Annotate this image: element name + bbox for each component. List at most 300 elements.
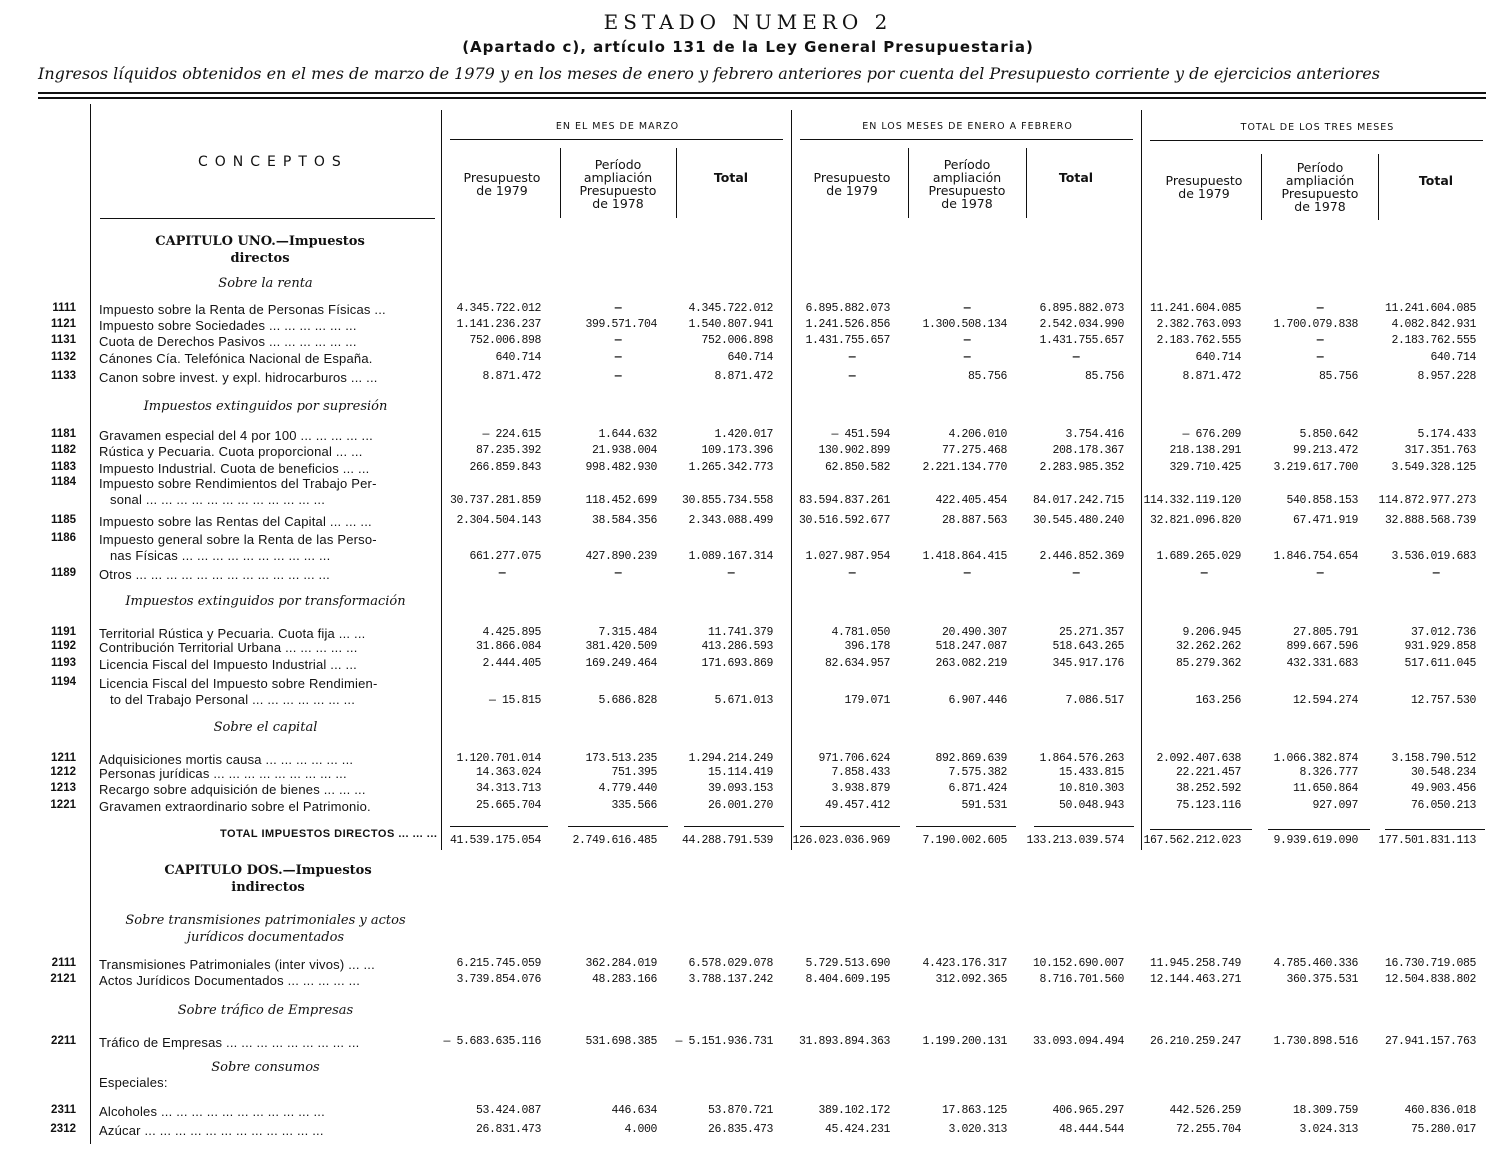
- cell-value: 11.241.604.085: [1149, 302, 1241, 315]
- cell-value: 49.903.456: [1410, 782, 1476, 795]
- cell-value: —: [1200, 567, 1208, 580]
- group-header-enero-febrero: EN LOS MESES DE ENERO A FEBRERO: [862, 121, 1073, 132]
- cell-value: 15.433.815: [1058, 766, 1124, 779]
- row-label: Rústica y Pecuaria. Cuota proporcional ... ...: [99, 444, 363, 459]
- total-rule: [1150, 829, 1252, 830]
- cell-value: 752.006.898: [701, 334, 773, 347]
- cell-value: 927.097: [1312, 799, 1358, 812]
- row-code: 1132: [51, 351, 76, 363]
- cell-value: 751.395: [611, 766, 657, 779]
- section-trafico: Sobre tráfico de Empresas: [177, 1003, 354, 1018]
- group-underline-1: [450, 139, 783, 140]
- cell-value: 3.536.019.683: [1391, 550, 1476, 563]
- cell-value: 32.262.262: [1175, 640, 1241, 653]
- cell-value: 427.890.239: [585, 550, 657, 563]
- cell-value: —: [1072, 351, 1080, 364]
- cell-value: — 224.615: [482, 428, 541, 441]
- cell-value: —: [848, 351, 856, 364]
- cell-value: 1.864.576.263: [1039, 752, 1124, 765]
- cell-value: —: [614, 302, 622, 315]
- cell-value: 7.315.484: [598, 626, 657, 639]
- cell-value: 38.584.356: [591, 514, 657, 527]
- cell-value: 163.256: [1195, 694, 1241, 707]
- cell-value: 432.331.683: [1286, 657, 1358, 670]
- subsection-especiales: Especiales:: [99, 1075, 168, 1090]
- cell-value: —: [1072, 567, 1080, 580]
- cell-value: —: [1316, 334, 1324, 347]
- cell-value: 44.288.791.539: [681, 834, 773, 847]
- cell-value: 4.206.010: [948, 428, 1007, 441]
- cell-value: 413.286.593: [701, 640, 773, 653]
- cell-value: 1.120.701.014: [456, 752, 541, 765]
- cell-value: 82.634.957: [824, 657, 890, 670]
- cell-value: 114.872.977.273: [1378, 494, 1476, 507]
- cell-value: 517.611.045: [1404, 657, 1476, 670]
- cell-value: 41.539.175.054: [449, 834, 541, 847]
- cell-value: — 5.683.635.116: [443, 1035, 541, 1048]
- row-code: 1192: [51, 640, 76, 652]
- row-label: Impuesto sobre la Renta de Personas Físicas ...: [99, 302, 386, 317]
- row-label-continuation: to del Trabajo Personal ... ... ... ... ... ... ...: [110, 692, 356, 707]
- cell-value: 9.939.619.090: [1273, 834, 1358, 847]
- section-capital: Sobre el capital: [213, 720, 318, 735]
- cell-value: 2.092.407.638: [1156, 752, 1241, 765]
- row-code: 1131: [51, 334, 76, 346]
- cell-value: —: [1316, 302, 1324, 315]
- cell-value: 2.183.762.555: [1156, 334, 1241, 347]
- cell-value: 11.945.258.749: [1149, 957, 1241, 970]
- cell-value: 752.006.898: [469, 334, 541, 347]
- cell-value: 208.178.367: [1052, 444, 1124, 457]
- total-rule: [568, 826, 668, 827]
- cell-value: 17.863.125: [941, 1104, 1007, 1117]
- cell-value: 25.271.357: [1058, 626, 1124, 639]
- subcol-divider: [1378, 154, 1379, 220]
- cell-value: 77.275.468: [941, 444, 1007, 457]
- group-header-tres-meses: TOTAL DE LOS TRES MESES: [1240, 122, 1395, 133]
- cell-value: —: [963, 302, 971, 315]
- group-header-marzo: EN EL MES DE MARZO: [555, 121, 680, 132]
- cell-value: 312.092.365: [935, 973, 1007, 986]
- cell-value: —: [1316, 567, 1324, 580]
- row-label-continuation: nas Físicas ... ... ... ... ... ... ... ... ... ...: [110, 548, 331, 563]
- cell-value: 931.929.858: [1404, 640, 1476, 653]
- cell-value: 329.710.425: [1169, 461, 1241, 474]
- cell-value: 1.294.214.249: [688, 752, 773, 765]
- row-code: 1185: [51, 514, 76, 526]
- column-header-ampliacion-1978: Período ampliación Presupuesto de 1978: [579, 157, 657, 211]
- cell-value: 12.504.838.802: [1384, 973, 1476, 986]
- cell-value: 362.284.019: [585, 957, 657, 970]
- row-code: 1181: [51, 428, 76, 440]
- cell-value: —: [963, 351, 971, 364]
- column-header-total: Total: [713, 170, 749, 185]
- cell-value: —: [614, 334, 622, 347]
- subcol-divider: [560, 148, 561, 218]
- cell-value: 1.141.236.237: [456, 318, 541, 331]
- cell-value: 26.831.473: [475, 1123, 541, 1136]
- cell-value: 37.012.736: [1410, 626, 1476, 639]
- cell-value: 8.404.609.195: [805, 973, 890, 986]
- cell-value: 4.000: [624, 1123, 657, 1136]
- cell-value: 11.741.379: [707, 626, 773, 639]
- cell-value: 48.283.166: [591, 973, 657, 986]
- page-subtitle: (Apartado c), artículo 131 de la Ley General Presupuestaria): [462, 38, 1034, 56]
- row-label: Impuesto sobre Sociedades ... ... ... ... ... ...: [99, 318, 357, 333]
- cell-value: 5.686.828: [598, 694, 657, 707]
- row-code: 1182: [51, 444, 76, 456]
- cell-value: 1.089.167.314: [688, 550, 773, 563]
- page-title: ESTADO NUMERO 2: [603, 10, 893, 34]
- cell-value: 8.871.472: [1182, 370, 1241, 383]
- section-renta: Sobre la renta: [218, 276, 313, 291]
- cell-value: 3.219.617.700: [1273, 461, 1358, 474]
- section-supresion: Impuestos extinguidos por supresión: [143, 399, 388, 414]
- row-code: 1111: [52, 302, 76, 314]
- cell-value: 899.667.596: [1286, 640, 1358, 653]
- cell-value: — 15.815: [488, 694, 541, 707]
- row-code: 1183: [51, 461, 76, 473]
- row-label: Otros ... ... ... ... ... ... ... ... ... ... ... ... ...: [99, 567, 330, 582]
- cell-value: 3.024.313: [1299, 1123, 1358, 1136]
- cell-value: 53.424.087: [475, 1104, 541, 1117]
- cell-value: 345.917.176: [1052, 657, 1124, 670]
- cell-value: 396.178: [844, 640, 890, 653]
- cell-value: 126.023.036.969: [792, 834, 890, 847]
- cell-value: 2.446.852.369: [1039, 550, 1124, 563]
- cell-value: 6.215.745.059: [456, 957, 541, 970]
- cell-value: 381.420.509: [585, 640, 657, 653]
- cell-value: 422.405.454: [935, 494, 1007, 507]
- cell-value: 8.326.777: [1299, 766, 1358, 779]
- total-rule: [1268, 829, 1370, 830]
- cell-value: 971.706.624: [818, 752, 890, 765]
- row-code: 1211: [51, 752, 76, 764]
- cell-value: 389.102.172: [818, 1104, 890, 1117]
- cell-value: 2.382.763.093: [1156, 318, 1241, 331]
- cell-value: 179.071: [844, 694, 890, 707]
- cell-value: 518.643.265: [1052, 640, 1124, 653]
- cell-value: 33.093.094.494: [1032, 1035, 1124, 1048]
- cell-value: 1.066.382.874: [1273, 752, 1358, 765]
- cell-value: 30.516.592.677: [798, 514, 890, 527]
- cell-value: 640.714: [727, 351, 773, 364]
- column-header-ampliacion-1978: Período ampliación Presupuesto de 1978: [1281, 160, 1359, 214]
- section-consumos: Sobre consumos: [211, 1060, 320, 1075]
- cell-value: 177.501.831.113: [1378, 834, 1476, 847]
- cell-value: 20.490.307: [941, 626, 1007, 639]
- cell-value: 7.190.002.605: [922, 834, 1007, 847]
- cell-value: 3.739.854.076: [456, 973, 541, 986]
- cell-value: 12.757.530: [1410, 694, 1476, 707]
- cell-value: 30.548.234: [1410, 766, 1476, 779]
- cell-value: 45.424.231: [824, 1123, 890, 1136]
- cell-value: 8.957.228: [1417, 370, 1476, 383]
- cell-value: — 5.151.936.731: [675, 1035, 773, 1048]
- row-code: 1191: [51, 626, 76, 638]
- cell-value: 317.351.763: [1404, 444, 1476, 457]
- cell-value: 6.907.446: [948, 694, 1007, 707]
- row-code: 1133: [51, 370, 76, 382]
- cell-value: 1.300.508.134: [922, 318, 1007, 331]
- row-code: 1121: [51, 318, 76, 330]
- row-code: 1213: [50, 782, 76, 794]
- cell-value: 16.730.719.085: [1384, 957, 1476, 970]
- cell-value: 30.855.734.558: [681, 494, 773, 507]
- cell-value: 360.375.531: [1286, 973, 1358, 986]
- cell-value: 83.594.837.261: [798, 494, 890, 507]
- cell-value: 3.020.313: [948, 1123, 1007, 1136]
- cell-value: 49.457.412: [824, 799, 890, 812]
- cell-value: 39.093.153: [707, 782, 773, 795]
- cell-value: 1.700.079.838: [1273, 318, 1358, 331]
- column-header-ampliacion-1978: Período ampliación Presupuesto de 1978: [928, 157, 1006, 211]
- row-code: 1194: [51, 676, 76, 688]
- cell-value: —: [727, 567, 735, 580]
- cell-value: 21.938.004: [591, 444, 657, 457]
- cell-value: 1.689.265.029: [1156, 550, 1241, 563]
- row-label: Gravamen extraordinario sobre el Patrimonio.: [99, 799, 371, 814]
- row-label: Cuota de Derechos Pasivos ... ... ... ... ... ...: [99, 334, 357, 349]
- row-label: Actos Jurídicos Documentados ... ... ... ... ...: [99, 973, 361, 988]
- cell-value: 2.283.985.352: [1039, 461, 1124, 474]
- cell-value: — 451.594: [831, 428, 890, 441]
- page-description: Ingresos líquidos obtenidos en el mes de marzo de 1979 y en los meses de enero y febrero anteriores por cuenta del Presupuesto corriente y de ejercicios anteriores: [38, 64, 1380, 83]
- cell-value: 2.749.616.485: [572, 834, 657, 847]
- row-label: Tráfico de Empresas ... ... ... ... ... ... ... ... ...: [99, 1035, 360, 1050]
- row-code: 2211: [51, 1035, 76, 1047]
- cell-value: 4.423.176.317: [922, 957, 1007, 970]
- cell-value: 4.781.050: [831, 626, 890, 639]
- row-label: Alcoholes ... ... ... ... ... ... ... ... ... ... ...: [99, 1104, 325, 1119]
- row-code: 1186: [51, 532, 76, 544]
- cell-value: 640.714: [1430, 351, 1476, 364]
- subcol-divider: [1261, 154, 1262, 220]
- cell-value: 3.754.416: [1065, 428, 1124, 441]
- column-header-total: Total: [1418, 173, 1454, 188]
- section-transmisiones: Sobre transmisiones patrimoniales y actos jurídicos documentados: [125, 913, 406, 945]
- cell-value: 11.650.864: [1292, 782, 1358, 795]
- cell-value: 2.183.762.555: [1391, 334, 1476, 347]
- cell-value: 399.571.704: [585, 318, 657, 331]
- column-header-presupuesto-1979: Presupuesto de 1979: [463, 170, 541, 198]
- cell-value: 173.513.235: [585, 752, 657, 765]
- cell-value: 8.871.472: [714, 370, 773, 383]
- row-code: 2121: [50, 973, 76, 985]
- cell-value: 118.452.699: [585, 494, 657, 507]
- cell-value: 3.938.879: [831, 782, 890, 795]
- cell-value: 171.693.869: [701, 657, 773, 670]
- cell-value: 3.549.328.125: [1391, 461, 1476, 474]
- row-code: 1193: [51, 657, 76, 669]
- cell-value: 5.850.642: [1299, 428, 1358, 441]
- cell-value: 998.482.930: [585, 461, 657, 474]
- cell-value: 1.540.807.941: [688, 318, 773, 331]
- row-label: Cánones Cía. Telefónica Nacional de España.: [99, 351, 373, 366]
- cell-value: 4.785.460.336: [1273, 957, 1358, 970]
- cell-value: 218.138.291: [1169, 444, 1241, 457]
- subcol-divider: [1026, 148, 1027, 218]
- cell-value: 114.332.119.120: [1143, 494, 1241, 507]
- cell-value: 531.698.385: [585, 1035, 657, 1048]
- cell-value: 1.846.754.654: [1273, 550, 1358, 563]
- cell-value: 32.821.096.820: [1149, 514, 1241, 527]
- cell-value: 446.634: [611, 1104, 657, 1117]
- cell-value: 640.714: [1195, 351, 1241, 364]
- cell-value: 130.902.899: [818, 444, 890, 457]
- cell-value: 50.048.943: [1058, 799, 1124, 812]
- cell-value: 591.531: [961, 799, 1007, 812]
- cell-value: —: [963, 334, 971, 347]
- cell-value: 27.941.157.763: [1384, 1035, 1476, 1048]
- cell-value: —: [614, 370, 622, 383]
- cell-value: —: [614, 351, 622, 364]
- row-code: 1212: [50, 766, 76, 778]
- row-label: Impuesto sobre las Rentas del Capital ... ... ...: [99, 514, 372, 529]
- cell-value: 6.578.029.078: [688, 957, 773, 970]
- cell-value: —: [1432, 567, 1440, 580]
- cell-value: 18.309.759: [1292, 1104, 1358, 1117]
- cell-value: 72.255.704: [1175, 1123, 1241, 1136]
- total-rule: [450, 826, 548, 827]
- cell-value: 9.206.945: [1182, 626, 1241, 639]
- cell-value: 266.859.843: [469, 461, 541, 474]
- cell-value: 5.671.013: [714, 694, 773, 707]
- cell-value: 22.221.457: [1175, 766, 1241, 779]
- row-label: Transmisiones Patrimoniales (inter vivos) ... ...: [99, 957, 375, 972]
- cell-value: 25.665.704: [475, 799, 541, 812]
- cell-value: 7.575.382: [948, 766, 1007, 779]
- chapter-2-title: CAPITULO DOS.—Impuestos indirectos: [164, 863, 372, 895]
- col-divider-group2: [791, 110, 792, 850]
- cell-value: 85.279.362: [1175, 657, 1241, 670]
- cell-value: 99.213.472: [1292, 444, 1358, 457]
- cell-value: 34.313.713: [475, 782, 541, 795]
- cell-value: 263.082.219: [935, 657, 1007, 670]
- row-label: Adquisiciones mortis causa ... ... ... ... ... ...: [99, 752, 354, 767]
- cell-value: 3.158.790.512: [1391, 752, 1476, 765]
- row-label: Canon sobre invest. y expl. hidrocarburos ... ...: [99, 370, 378, 385]
- cell-value: 4.779.440: [598, 782, 657, 795]
- row-label: Impuesto sobre Rendimientos del Trabajo Per-: [99, 476, 377, 491]
- cell-value: 5.174.433: [1417, 428, 1476, 441]
- cell-value: 10.152.690.007: [1032, 957, 1124, 970]
- total-rule: [916, 826, 1016, 827]
- cell-value: 661.277.075: [469, 550, 541, 563]
- cell-value: 8.716.701.560: [1039, 973, 1124, 986]
- row-code: 1221: [50, 799, 76, 811]
- cell-value: 2.343.088.499: [688, 514, 773, 527]
- cell-value: —: [1316, 351, 1324, 364]
- cell-value: 31.893.894.363: [798, 1035, 890, 1048]
- cell-value: 640.714: [495, 351, 541, 364]
- cell-value: 31.866.084: [475, 640, 541, 653]
- cell-value: 53.870.721: [707, 1104, 773, 1117]
- row-label: Contribución Territorial Urbana ... ... ... ... ...: [99, 640, 358, 655]
- cell-value: 26.835.473: [707, 1123, 773, 1136]
- row-code: 2312: [50, 1123, 76, 1135]
- cell-value: 85.756: [1318, 370, 1358, 383]
- cell-value: 75.123.116: [1175, 799, 1241, 812]
- header-rule-bottom: [38, 97, 1486, 99]
- cell-value: 1.199.200.131: [922, 1035, 1007, 1048]
- row-label-continuation: sonal ... ... ... ... ... ... ... ... ... ... ... ...: [110, 492, 326, 507]
- col-divider-codes: [90, 104, 91, 1144]
- column-header-presupuesto-1979: Presupuesto de 1979: [813, 170, 891, 198]
- row-label: Impuesto Industrial. Cuota de beneficios ... ...: [99, 461, 370, 476]
- cell-value: 3.788.137.242: [688, 973, 773, 986]
- col-divider-group3: [1141, 110, 1142, 850]
- row-label: Recargo sobre adquisición de bienes ... ... ...: [99, 782, 366, 797]
- column-header-presupuesto-1979: Presupuesto de 1979: [1165, 173, 1243, 201]
- cell-value: 76.050.213: [1410, 799, 1476, 812]
- group-underline-2: [800, 139, 1133, 140]
- cell-value: —: [614, 567, 622, 580]
- cell-value: 26.001.270: [707, 799, 773, 812]
- column-header-total: Total: [1058, 170, 1094, 185]
- cell-value: 7.086.517: [1065, 694, 1124, 707]
- cell-value: 1.420.017: [714, 428, 773, 441]
- row-label: Licencia Fiscal del Impuesto Industrial ... ...: [99, 657, 357, 672]
- cell-value: —: [848, 567, 856, 580]
- cell-value: 1.027.987.954: [805, 550, 890, 563]
- chapter-1-title: CAPITULO UNO.—Impuestos directos: [155, 234, 365, 266]
- cell-value: 6.895.882.073: [1039, 302, 1124, 315]
- cell-value: 540.858.153: [1286, 494, 1358, 507]
- cell-value: 14.363.024: [475, 766, 541, 779]
- cell-value: 30.737.281.859: [449, 494, 541, 507]
- subcol-divider: [676, 148, 677, 218]
- cell-value: 1.730.898.516: [1273, 1035, 1358, 1048]
- cell-value: —: [498, 567, 506, 580]
- row-label: Impuesto general sobre la Renta de las Perso-: [99, 532, 377, 547]
- cell-value: 2.542.034.990: [1039, 318, 1124, 331]
- cell-value: —: [963, 567, 971, 580]
- total-rule: [800, 826, 900, 827]
- row-code: 1189: [51, 567, 76, 579]
- row-label: Licencia Fiscal del Impuesto sobre Rendimien-: [99, 676, 378, 691]
- subcol-divider: [908, 148, 909, 218]
- cell-value: 12.594.274: [1292, 694, 1358, 707]
- cell-value: 169.249.464: [585, 657, 657, 670]
- conceptos-header: CONCEPTOS: [198, 154, 348, 170]
- cell-value: 167.562.212.023: [1143, 834, 1241, 847]
- cell-value: 1.265.342.773: [688, 461, 773, 474]
- row-code: 1184: [51, 476, 76, 488]
- cell-value: 67.471.919: [1292, 514, 1358, 527]
- cell-value: 2.444.405: [482, 657, 541, 670]
- cell-value: 7.858.433: [831, 766, 890, 779]
- cell-value: 27.805.791: [1292, 626, 1358, 639]
- total-rule: [1034, 826, 1134, 827]
- row-code: 2311: [51, 1104, 76, 1116]
- row-label: Gravamen especial del 4 por 100 ... ... ... ... ...: [99, 428, 373, 443]
- cell-value: 28.887.563: [941, 514, 1007, 527]
- group-underline-3: [1150, 140, 1483, 141]
- row-label: Azúcar ... ... ... ... ... ... ... ... ... ... ... ...: [99, 1123, 324, 1138]
- cell-value: 133.213.039.574: [1026, 834, 1124, 847]
- cell-value: 2.221.134.770: [922, 461, 1007, 474]
- cell-value: 30.545.480.240: [1032, 514, 1124, 527]
- cell-value: 6.895.882.073: [805, 302, 890, 315]
- cell-value: 5.729.513.690: [805, 957, 890, 970]
- cell-value: 8.871.472: [482, 370, 541, 383]
- cell-value: 48.444.544: [1058, 1123, 1124, 1136]
- row-label: Territorial Rústica y Pecuaria. Cuota fija ... ...: [99, 626, 366, 641]
- cell-value: 109.173.396: [701, 444, 773, 457]
- cell-value: 1.241.526.856: [805, 318, 890, 331]
- cell-value: 460.836.018: [1404, 1104, 1476, 1117]
